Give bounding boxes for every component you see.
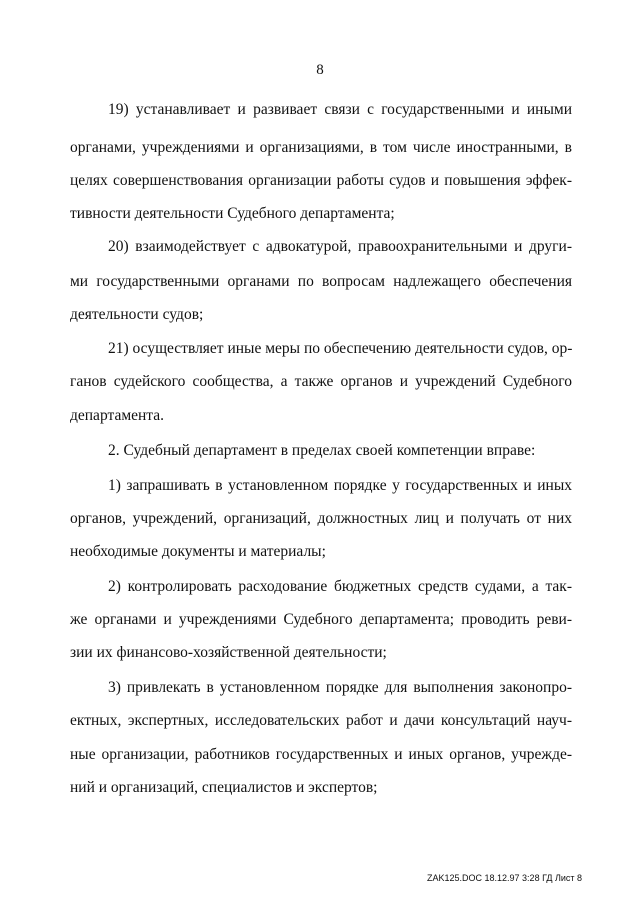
- text-line: 3) привлекать в установленном порядке для выполнения законопро-: [108, 679, 572, 696]
- text-line: зии их финансово-хозяйственной деятельности;: [70, 644, 387, 661]
- text-line: 21) осуществляет иные меры по обеспечению деятельности судов, ор-: [108, 340, 573, 357]
- text-line: тивности деятельности Судебного департамента;: [70, 205, 395, 222]
- document-footer: ZAK125.DOC 18.12.97 3:28 ГД Лист 8: [427, 873, 582, 883]
- text-line: органов, учреждений, организаций, должностных лиц и получать от них: [70, 510, 572, 527]
- text-line: деятельности судов;: [70, 306, 204, 323]
- text-line: же органами и учреждениями Судебного департамента; проводить реви-: [70, 611, 572, 628]
- text-line: 1) запрашивать в установленном порядке у государственных и иных: [108, 477, 572, 494]
- text-line: целях совершенствования организации работы судов и повышения эффек-: [70, 172, 572, 189]
- text-line: необходимые документы и материалы;: [70, 543, 326, 560]
- text-line: ганов судейского сообщества, а также органов и учреждений Судебного: [70, 373, 572, 390]
- text-line: ми государственными органами по вопросам надлежащего обеспечения: [70, 273, 572, 290]
- text-line: 2. Судебный департамент в пределах своей компетенции вправе:: [108, 442, 536, 459]
- text-line: органами, учреждениями и организациями, в том числе иностранными, в: [70, 139, 572, 156]
- text-line: ные организации, работников государственных и иных органов, учрежде-: [70, 746, 572, 763]
- text-line: 20) взаимодействует с адвокатурой, правоохранительными и други-: [108, 238, 572, 255]
- text-line: ний и организаций, специалистов и экспертов;: [70, 779, 378, 796]
- text-line: ектных, экспертных, исследовательских работ и дачи консультаций науч-: [70, 712, 572, 729]
- text-line: департамента.: [70, 407, 165, 424]
- text-line: 19) устанавливает и развивает связи с государственными и иными: [108, 101, 572, 118]
- text-line: 2) контролировать расходование бюджетных средств судами, а так-: [108, 578, 572, 595]
- page-number: 8: [316, 62, 324, 78]
